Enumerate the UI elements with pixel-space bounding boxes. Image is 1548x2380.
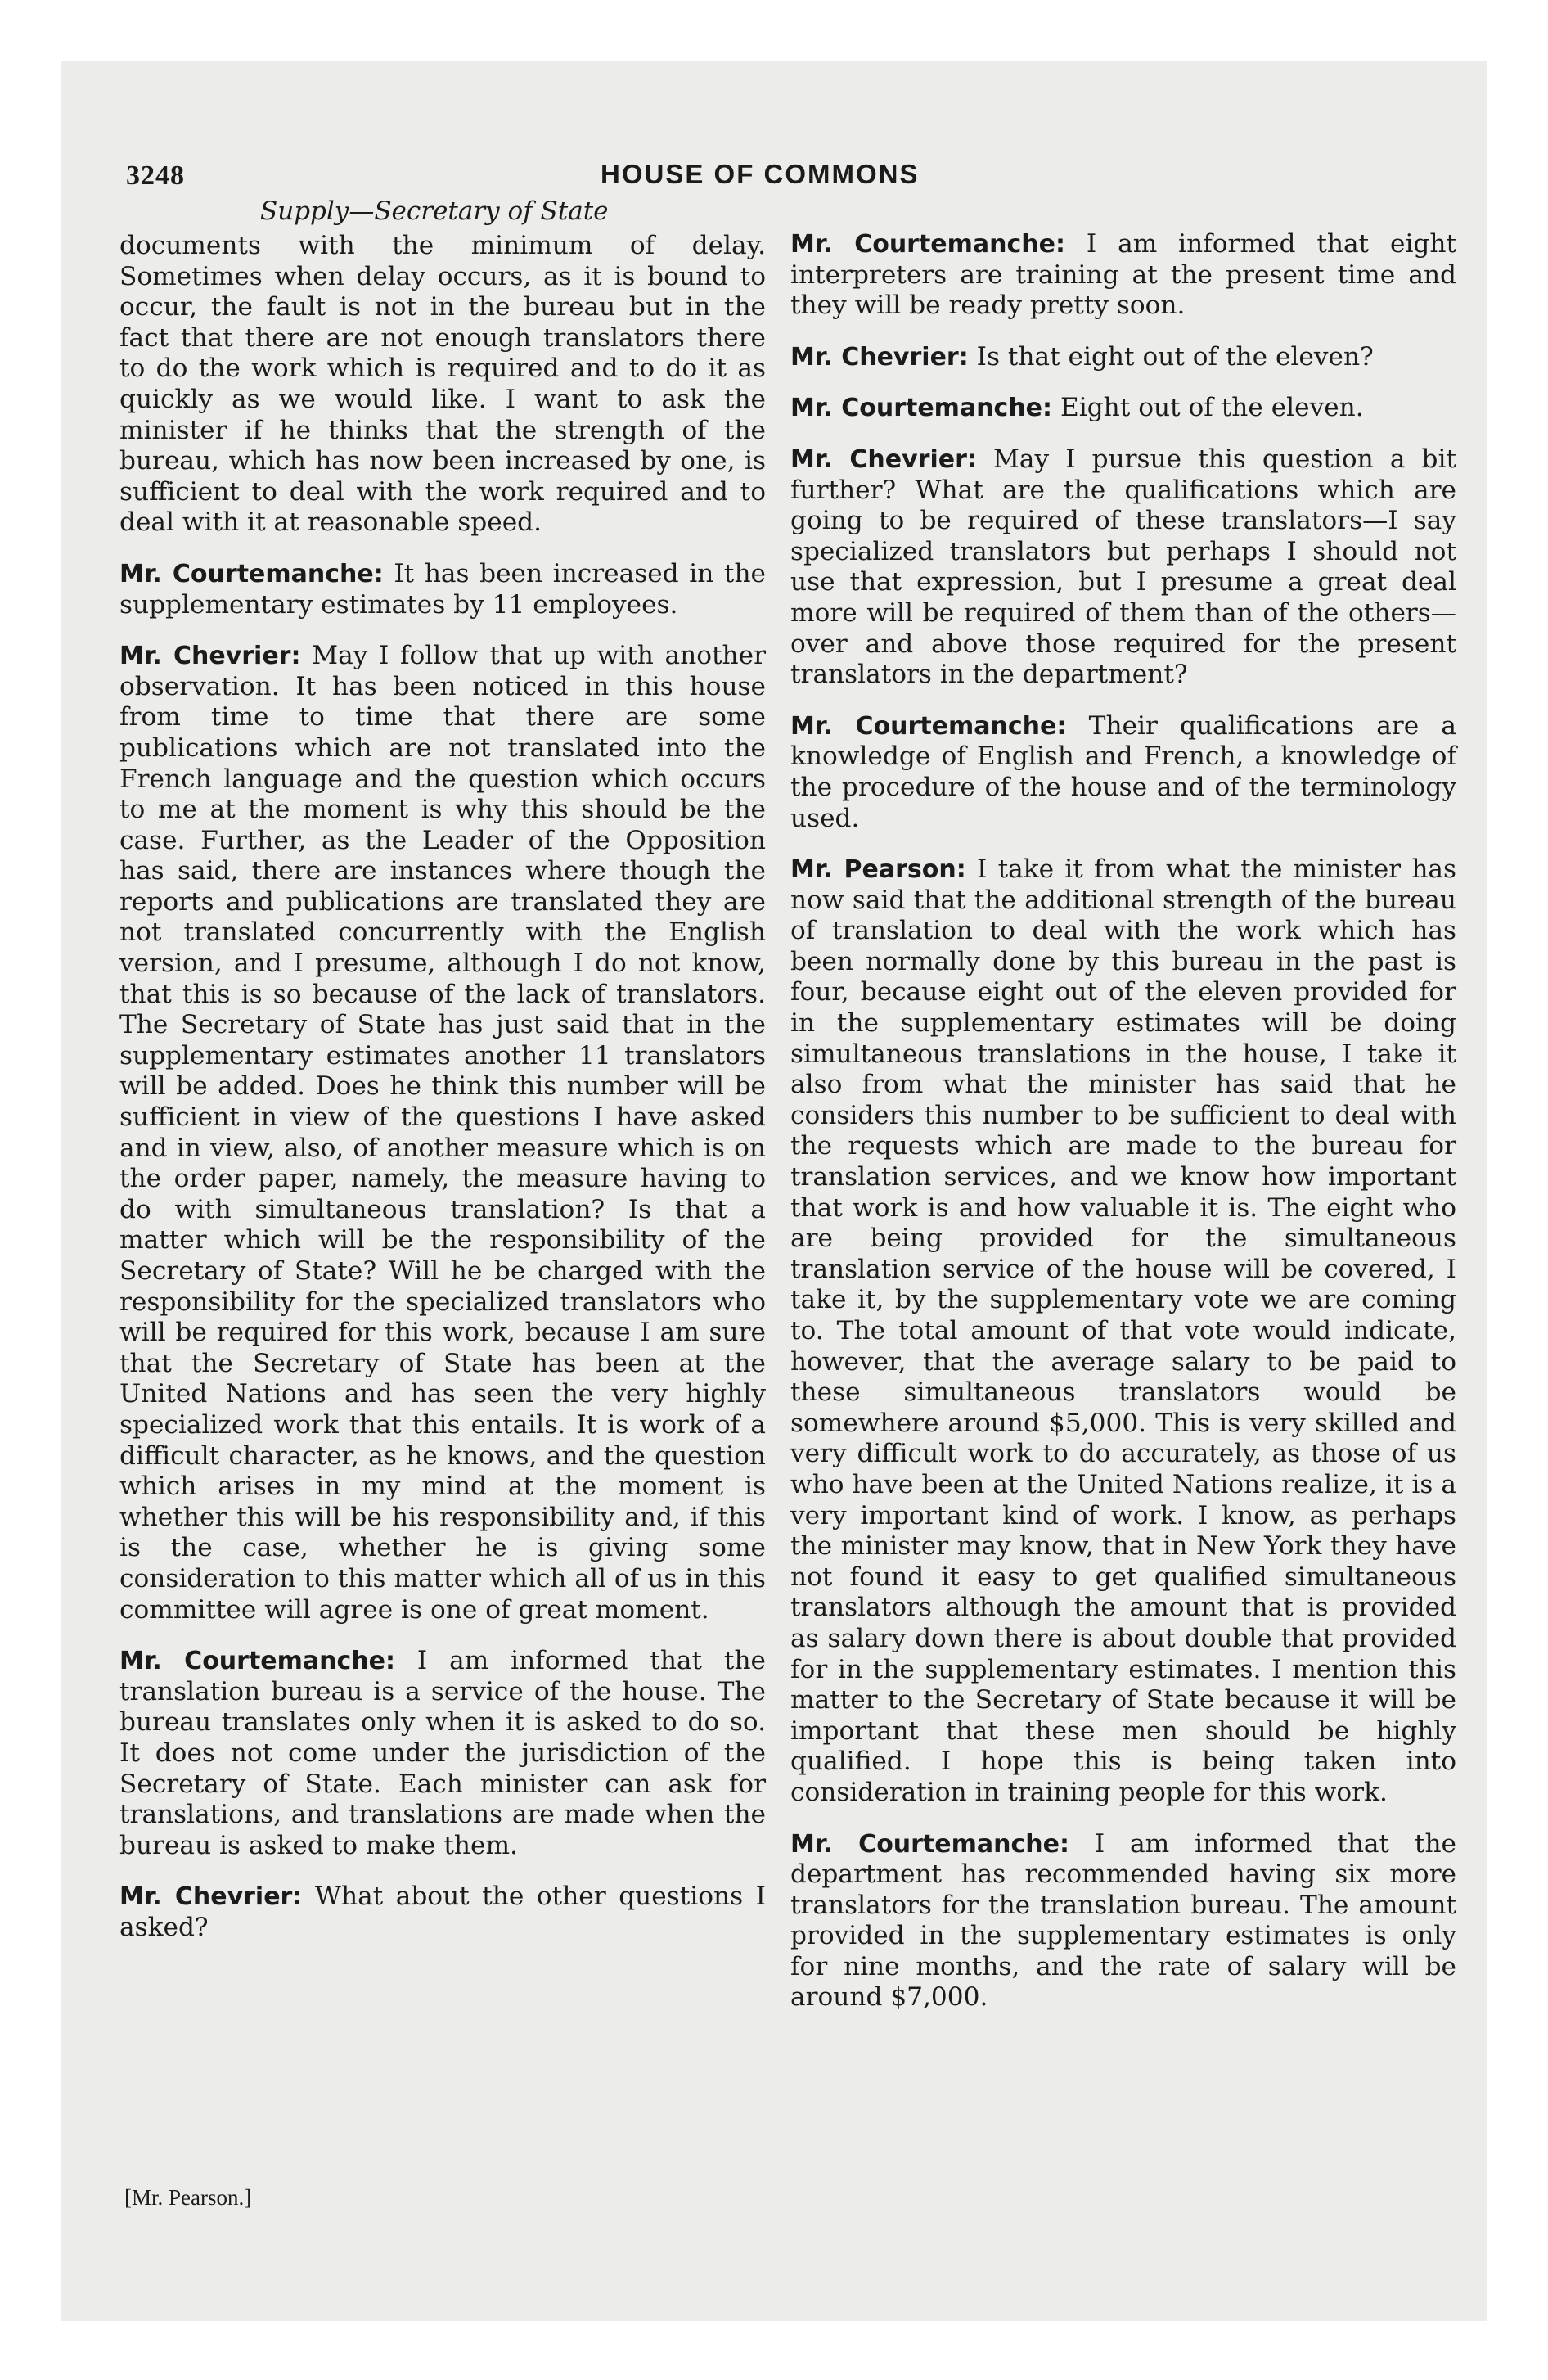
page-number: 3248 [126, 160, 185, 191]
left-column [119, 231, 766, 1963]
speaker-name: Mr. Pearson: [790, 855, 966, 885]
speaker-name: Mr. Chevrier: [119, 642, 301, 671]
paragraph [790, 229, 1456, 322]
running-title: HOUSE OF COMMONS [601, 159, 920, 189]
paragraph-text: I take it from what the minister has now said that the additional strength of the bureau of translation to deal with the work which has been normally done by this bureau in the past is four, because eight out of the eleven provided for in the supplementary estimates will be doing simultaneous translations in the house, I take it also from what the minister has said that he considers this number to be sufficient to deal with the requests which are made to the bureau for translation services, and we know how important that work is and how valuable it is. The eight who are being provided for the simultaneous translation service of the house will be covered, I take it, by the supplementary vote we are coming to. The total amount of that vote would indicate, however, that the average salary to be paid to these simultaneous translators would be somewhere around $5,000. This is very skilled and very difficult work to do accurately, as those of us who have been at the United Nations realize, it is a very important kind of work. I know, as perhaps the minister may know, that in New York they have not found it easy to get qualified simultaneous translators although the amount that is provided as salary down there is about double that provided for in the supplementary estimates. I mention this matter to the Secretary of State because it will be important that these men should be highly qualified. I hope this is being taken into consideration in training people for this work. [790, 854, 1457, 1807]
paragraph [790, 854, 1456, 1808]
speaker-name: Mr. Courtemanche: [790, 230, 1066, 259]
paragraph-text: Is that eight out of the eleven? [976, 341, 1374, 372]
paragraph [119, 1646, 766, 1861]
paragraph-text: May I pursue this question a bit further? What are the qualifications which are going to be required of these translators—I say specialized translators but perhaps I should not use that expression, but I presume a great deal more will be required of them than of the others—over and above those required for the present translators in the department? [790, 444, 1456, 690]
footer-reference: [Mr. Pearson.] [124, 2185, 252, 2210]
paragraph-text: documents with the minimum of delay. Sometimes when delay occurs, as it is bound to occur, the fault is not in the bureau but in the fact that there are not enough translators there to do the work which is required and to do it as quickly as we would like. I want to ask the minister if he thinks that the strength of the bureau, which has now been increased by one, is sufficient to deal with the work required and to deal with it at reasonable speed. [119, 231, 766, 538]
paragraph-text: What about the other questions I asked? [119, 1882, 766, 1942]
paragraph-text: I am informed that the translation bureau is a service of the house. The bureau translates only when it is asked to do so. It does not come under the jurisdiction of the Secretary of State. Each minister can ask for translations, and translations are made when the bureau is asked to make them. [119, 1646, 767, 1860]
paragraph-text: I am informed that the department has recommended having six more translators for the translation bureau. The amount provided in the supplementary estimates is only for nine months, and the rate of salary will be around $7,000. [790, 1828, 1457, 2013]
paragraph-text: Eight out of the eleven. [1060, 393, 1364, 423]
section-subtitle: Supply—Secretary of State [260, 196, 609, 226]
paragraph [790, 711, 1456, 834]
paragraph [119, 559, 766, 620]
paragraph [119, 1882, 766, 1943]
right-column [790, 229, 1456, 2034]
speaker-name: Mr. Courtemanche: [790, 394, 1053, 423]
paragraph [119, 641, 766, 1625]
page-header [126, 160, 1451, 200]
speaker-name: Mr. Courtemanche: [790, 711, 1067, 741]
paragraph [119, 231, 766, 539]
speaker-name: Mr. Courtemanche: [119, 1647, 395, 1676]
paragraph-text: May I follow that up with another observation. It has been noticed in this house from time to time that there are some publications which are not translated into the French language and the question which occurs to me at the moment is why this should be the case. Further, as the Leader of the Opposition has said, there are instances where though the reports and publications are translated they are not translated concurrently with the English version, and I presume, although I do not know, that this is so because of the lack of translators. The Secretary of State has just said that in the supplementary estimates another 11 translators will be added. Does he think this number will be sufficient in view of the questions I have asked and in view, also, of another measure which is on the order paper, namely, the measure having to do with simultaneous translation? Is that a matter which will be the responsibility of the Secretary of State? Will he be charged with the responsibility for the specialized translators who will be required for this work, because I am sure that the Secretary of State has been at the United Nations and has seen the very highly specialized work that this entails. It is work of a difficult character, as he knows, and the question which arises in my mind at the moment is whether this will be his responsibility and, if this is the case, whether he is giving some consideration to this matter which all of us in this committee will agree is one of great moment. [119, 641, 766, 1625]
paragraph-text: It has been increased in the supplementary estimates by 11 employees. [119, 558, 766, 620]
paragraph [790, 393, 1456, 424]
paragraph-text: I am informed that eight interpreters are training at the present time and they will be ready pretty soon. [790, 229, 1456, 321]
speaker-name: Mr. Chevrier: [790, 444, 977, 474]
speaker-name: Mr. Chevrier: [119, 1882, 303, 1912]
speaker-name: Mr. Chevrier: [790, 342, 969, 372]
speaker-name: Mr. Courtemanche: [790, 1829, 1069, 1859]
paragraph [790, 1829, 1456, 2014]
paragraph-text: Their qualifications are a knowledge of English and French, a knowledge of the procedure of the house and of the terminology used. [790, 710, 1457, 833]
speaker-name: Mr. Courtemanche: [119, 559, 384, 588]
paragraph [790, 444, 1456, 691]
paragraph [790, 342, 1456, 373]
